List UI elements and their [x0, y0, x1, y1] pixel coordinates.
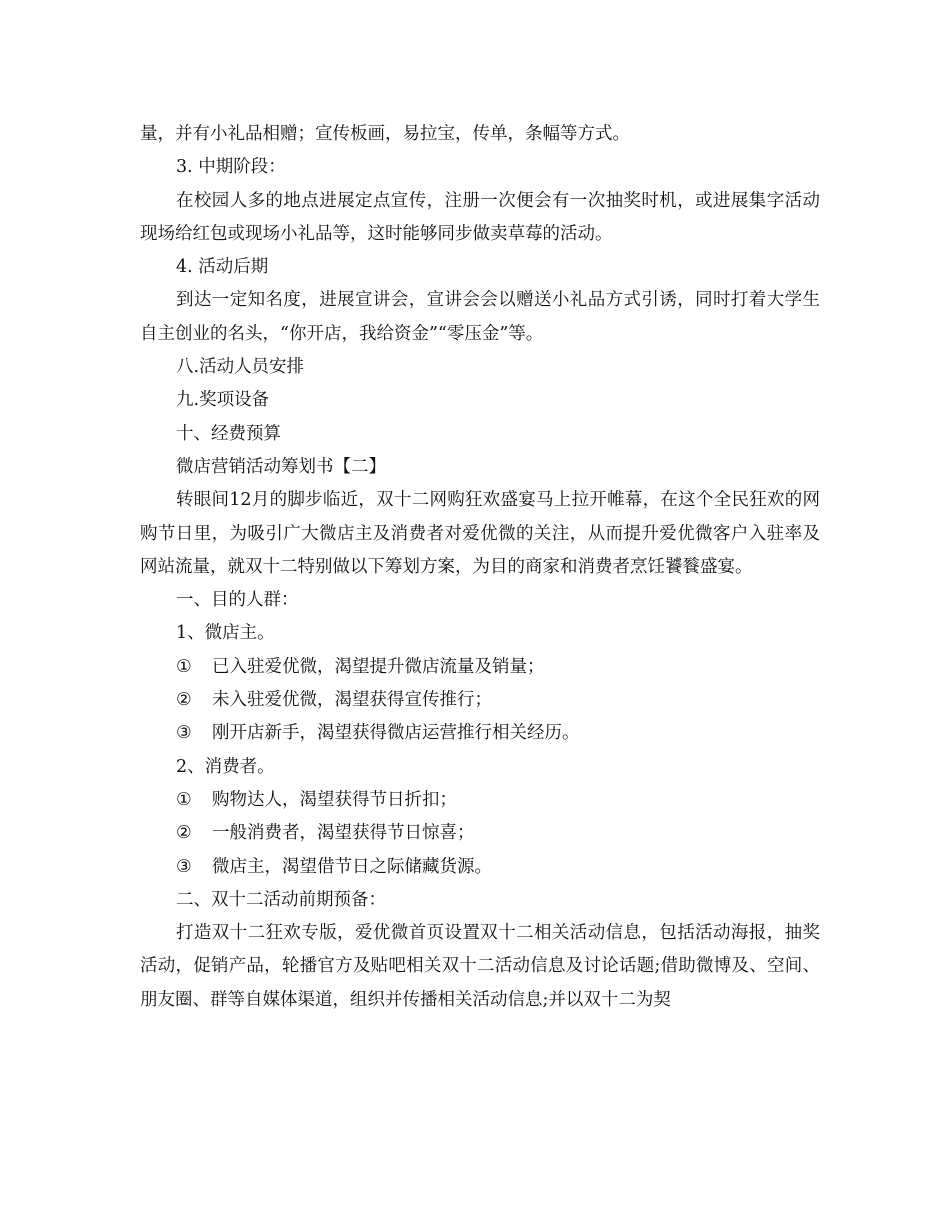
- list-item: [140, 817, 820, 850]
- section-title-plan-two: 微店营销活动筹划书【二】: [176, 456, 386, 477]
- paragraph-intro: 转眼间12月的脚步临近，双十二网购狂欢盛宴马上拉开帷幕，在这个全民狂欢的网购节日里，为吸引广大微店主及消费者对爱优微的关注，从而提升爱优微客户入驻率及网站流量，就双十二特别做以下筹划方案，为目的商家和消费者烹饪饕餮盛宴。: [140, 490, 820, 577]
- list-item-text: 微店主，渴望借节日之际储藏货源。: [212, 856, 492, 877]
- list-item-text: 购物达人，渴望获得节日折扣；: [212, 789, 457, 810]
- heading-midterm-stage: 3. 中期阶段：: [176, 157, 286, 178]
- list-item-text: 未入驻爱优微，渴望获得宣传推行；: [212, 690, 492, 711]
- heading-preparation: 二、双十二活动前期预备：: [176, 889, 386, 910]
- list-marker: ②: [176, 690, 192, 711]
- list-item-text: 刚开店新手，渴望获得微店运营推行相关经历。: [212, 723, 580, 744]
- list-marker: ①: [176, 656, 192, 677]
- heading-prize-equipment: 九.奖项设备: [176, 390, 270, 411]
- list-marker: ②: [176, 823, 192, 844]
- heading-staff-arrangement: 八.活动人员安排: [176, 357, 305, 378]
- list-item: [140, 717, 820, 750]
- list-marker: ③: [176, 856, 192, 877]
- list-item: [140, 851, 820, 884]
- list-marker: ③: [176, 723, 192, 744]
- list-item-text: 已入驻爱优微，渴望提升微店流量及销量；: [212, 656, 545, 677]
- heading-shop-owners: 1、微店主。: [176, 623, 275, 644]
- list-marker: ①: [176, 789, 192, 810]
- document-body: [140, 118, 820, 1017]
- paragraph-continuation: 量，并有小礼品相赠；宣传板画，易拉宝，传单，条幅等方式。: [140, 124, 630, 144]
- heading-consumers: 2、消费者。: [176, 756, 275, 777]
- paragraph-late-stage: 到达一定知名度，进展宣讲会，宣讲会会以赠送小礼品方式引诱，同时打着大学生自主创业的名头，“你开店，我给资金”“零压金”等。: [140, 290, 820, 344]
- heading-budget: 十、经费预算: [176, 423, 281, 444]
- heading-late-stage: 4. 活动后期: [176, 257, 269, 278]
- list-item-text: 一般消费者，渴望获得节日惊喜；: [212, 823, 475, 844]
- paragraph-preparation: 打造双十二狂欢专版，爱优微首页设置双十二相关活动信息，包括活动海报，抽奖活动，促销产品，轮播官方及贴吧相关双十二活动信息及讨论话题;借助微博及、空间、朋友圈、群等自媒体渠道，组织并传播相关活动信息;并以双十二为契: [140, 923, 820, 1010]
- heading-target-audience: 一、目的人群：: [176, 590, 299, 611]
- list-item: [140, 651, 820, 684]
- list-item: [140, 784, 820, 817]
- paragraph-midterm: 在校园人多的地点进展定点宣传，注册一次便会有一次抽奖时机，或进展集字活动现场给红包或现场小礼品等，这时能够同步做卖草莓的活动。: [140, 190, 820, 244]
- list-item: [140, 684, 820, 717]
